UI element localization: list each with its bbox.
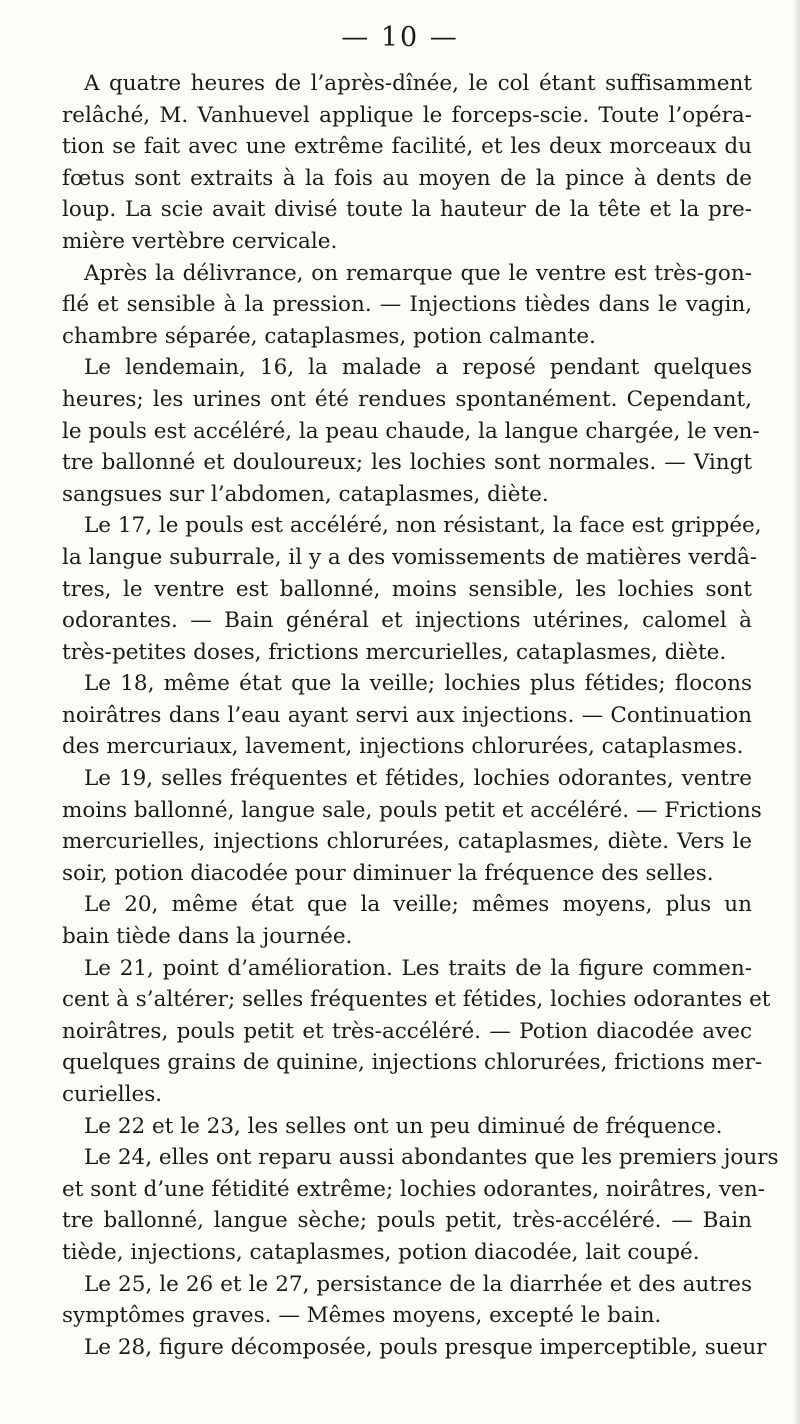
text-line: flé et sensible à la pression. — Injections tièdes dans le vagin,	[62, 292, 752, 318]
text-line: Le 25, le 26 et le 27, persistance de la diarrhée et des autres	[84, 1271, 752, 1297]
text-line: soir, potion diacodée pour diminuer la fréquence des selles.	[62, 860, 714, 886]
text-line: Le 19, selles fréquentes et fétides, lochies odorantes, ventre	[84, 766, 752, 792]
text-line: sangsues sur l’abdomen, cataplasmes, diète.	[62, 481, 549, 507]
text-line: noirâtres dans l’eau ayant servi aux injections. — Continuation	[62, 702, 752, 728]
page-edge-shadow	[792, 0, 800, 1424]
text-line: mercurielles, injections chlorurées, cataplasmes, diète. Vers le	[62, 829, 752, 855]
text-line: Le lendemain, 16, la malade a reposé pendant quelques	[84, 355, 752, 381]
text-line: relâché, M. Vanhuevel applique le forceps-scie. Toute l’opéra-	[62, 102, 752, 128]
text-line: bain tiède dans la journée.	[62, 924, 353, 950]
text-line: le pouls est accéléré, la peau chaude, la langue chargée, le ven-	[62, 418, 760, 444]
text-line: tiède, injections, cataplasmes, potion diacodée, lait coupé.	[62, 1239, 700, 1265]
text-line: Le 17, le pouls est accéléré, non résistant, la face est grippée,	[84, 513, 762, 539]
text-line: quelques grains de quinine, injections chlorurées, frictions mer-	[62, 1050, 763, 1076]
text-line: Après la délivrance, on remarque que le ventre est très-gon-	[84, 260, 752, 286]
text-line: symptômes graves. — Mêmes moyens, excepté le bain.	[62, 1303, 662, 1329]
text-line: Le 20, même état que la veille; mêmes moyens, plus un	[84, 892, 752, 918]
text-line: des mercuriaux, lavement, injections chlorurées, cataplasmes.	[62, 734, 744, 760]
text-line: très-petites doses, frictions mercurielles, cataplasmes, diète.	[62, 639, 727, 665]
text-line: tion se fait avec une extrême facilité, et les deux morceaux du	[62, 134, 752, 160]
text-line: chambre séparée, cataplasmes, potion calmante.	[62, 323, 596, 349]
body-text	[62, 68, 779, 1363]
text-line: tres, le ventre est ballonné, moins sensible, les lochies sont	[62, 576, 752, 602]
text-line: Le 24, elles ont reparu aussi abondantes que les premiers jours	[84, 1145, 779, 1171]
text-line: A quatre heures de l’après-dînée, le col étant suffisamment	[84, 71, 752, 96]
text-line: Le 22 et le 23, les selles ont un peu diminué de fréquence.	[84, 1113, 723, 1139]
text-line: Le 21, point d’amélioration. Les traits de la figure commen-	[84, 955, 752, 981]
text-line: odorantes. — Bain général et injections utérines, calomel à	[62, 608, 752, 634]
text-line: Le 28, figure décomposée, pouls presque imperceptible, sueur	[84, 1334, 767, 1360]
text-line: mière vertèbre cervicale.	[62, 228, 338, 254]
text-line: moins ballonné, langue sale, pouls petit et accéléré. — Frictions	[62, 797, 762, 823]
text-line: tre ballonné et douloureux; les lochies sont normales. — Vingt	[62, 450, 752, 476]
text-line: loup. La scie avait divisé toute la hauteur de la tête et la pre-	[62, 197, 752, 223]
text-line: tre ballonné, langue sèche; pouls petit, très-accéléré. — Bain	[62, 1208, 752, 1234]
text-line: la langue suburrale, il y a des vomissements de matières verdâ-	[62, 544, 758, 570]
text-line: curielles.	[62, 1082, 163, 1107]
text-line: noirâtres, pouls petit et très-accéléré. — Potion diacodée avec	[62, 1018, 752, 1044]
text-line: et sont d’une fétidité extrême; lochies odorantes, noirâtres, ven-	[62, 1176, 765, 1202]
text-line: Le 18, même état que la veille; lochies plus fétides; flocons	[84, 671, 752, 697]
text-line: fœtus sont extraits à la fois au moyen de la pince à dents de	[62, 165, 752, 191]
page-number-header: — 10 —	[341, 22, 459, 53]
text-line: heures; les urines ont été rendues spontanément. Cependant,	[62, 386, 752, 412]
text-line: cent à s’altérer; selles fréquentes et fétides, lochies odorantes et	[62, 987, 771, 1013]
